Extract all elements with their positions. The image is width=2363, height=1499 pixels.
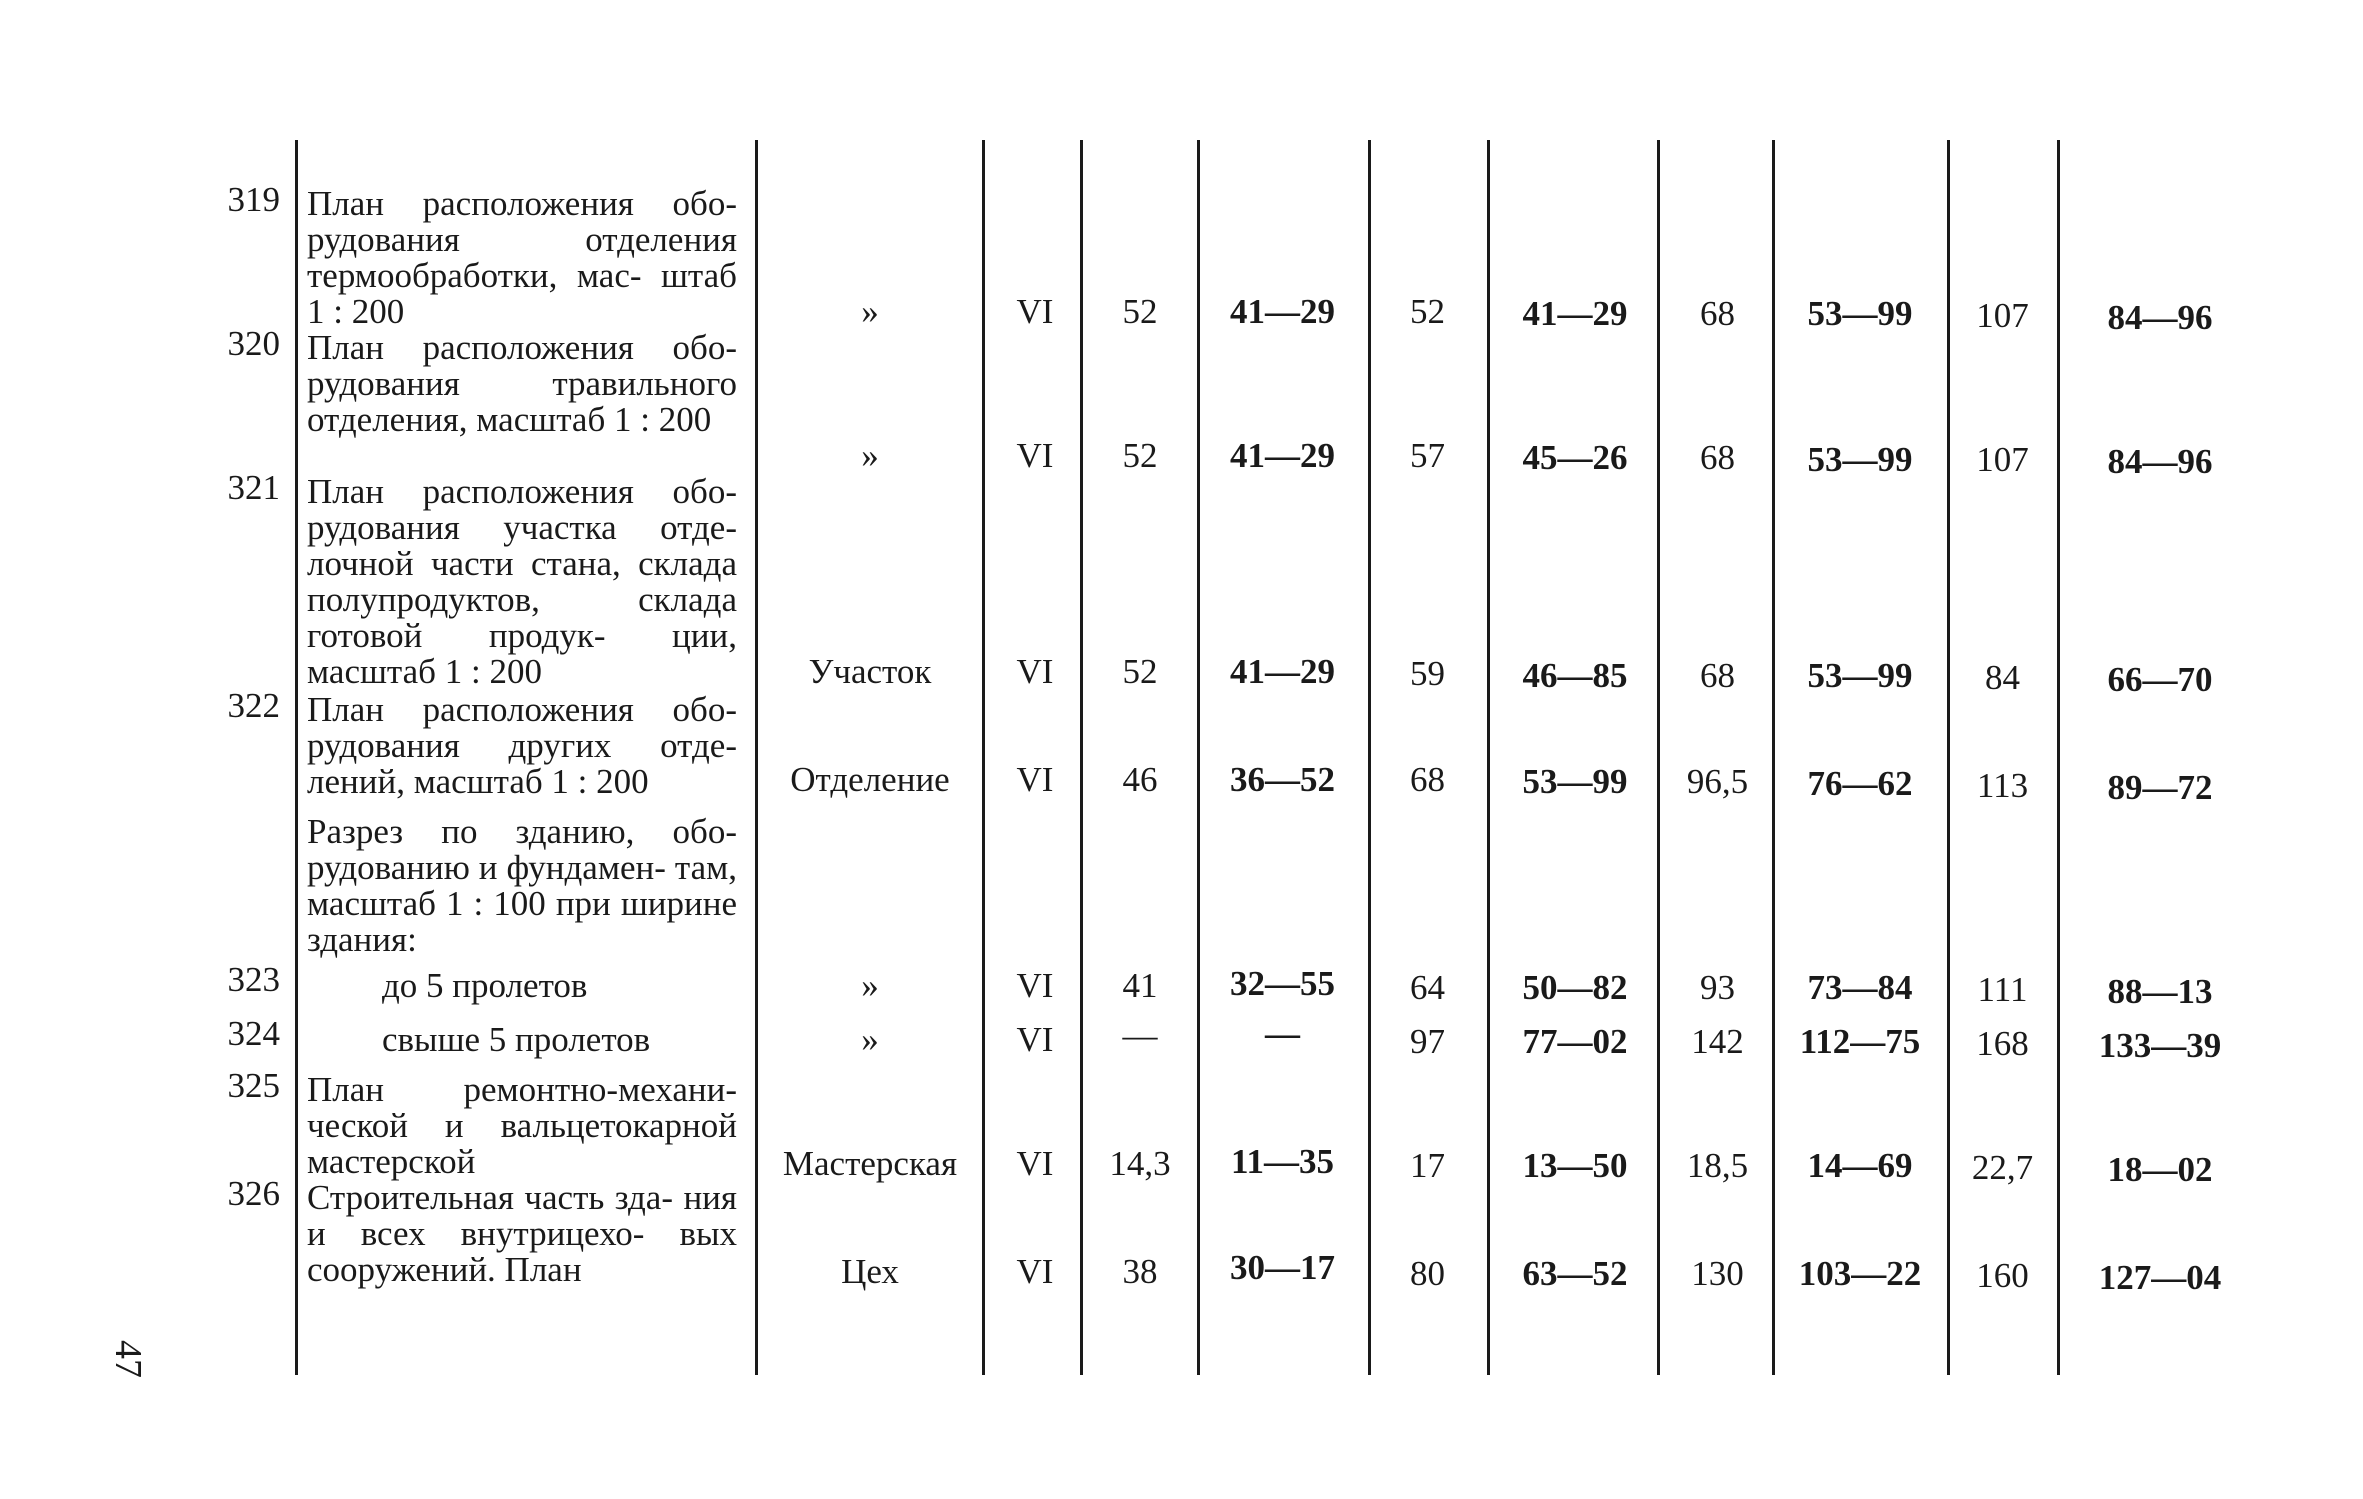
row-price: 36—52 xyxy=(1230,760,1335,799)
row-number: 319 xyxy=(227,180,280,219)
row-value: 93 xyxy=(1700,968,1735,1007)
row-price: 53—99 xyxy=(1807,294,1913,333)
row-category: VI xyxy=(1016,760,1054,799)
row-price: 53—99 xyxy=(1522,762,1628,801)
row-number: 322 xyxy=(227,686,280,725)
row-price: 32—55 xyxy=(1230,964,1335,1003)
row-value: 59 xyxy=(1410,654,1445,693)
row-number: 323 xyxy=(227,960,280,999)
row-price: 63—52 xyxy=(1522,1254,1628,1293)
row-price: 41—29 xyxy=(1522,294,1628,333)
row-value: 107 xyxy=(1976,296,2029,335)
row-price: 84—96 xyxy=(2107,442,2213,481)
row-value: — xyxy=(1122,1016,1158,1055)
row-price: 30—17 xyxy=(1230,1248,1335,1287)
row-number: 324 xyxy=(227,1014,280,1053)
row-value: 68 xyxy=(1410,760,1445,799)
row-value: 68 xyxy=(1700,438,1735,477)
row-description: План расположения обо- рудования травильного отделения, масштаб 1 : 200 xyxy=(307,328,737,439)
column-rule xyxy=(755,140,758,1375)
row-unit: Участок xyxy=(808,652,932,691)
row-value: 18,5 xyxy=(1686,1146,1749,1185)
row-description: свыше 5 пролетов xyxy=(382,1020,651,1059)
row-price: 73—84 xyxy=(1807,968,1913,1007)
row-value: 52 xyxy=(1410,292,1445,331)
row-value: 14,3 xyxy=(1109,1144,1171,1183)
row-price: 88—13 xyxy=(2107,972,2213,1011)
row-unit: » xyxy=(861,966,879,1005)
row-price: 53—99 xyxy=(1807,656,1913,695)
row-value: 113 xyxy=(1976,766,2029,805)
row-price: 103—22 xyxy=(1798,1254,1922,1293)
row-price: 18—02 xyxy=(2107,1150,2213,1189)
row-number: 326 xyxy=(227,1174,280,1213)
row-number: 325 xyxy=(227,1066,280,1105)
row-price: 13—50 xyxy=(1522,1146,1628,1185)
row-value: 168 xyxy=(1976,1024,2029,1063)
row-price: 133—39 xyxy=(2098,1026,2222,1065)
row-value: 41 xyxy=(1122,966,1158,1005)
row-value: 38 xyxy=(1122,1252,1158,1291)
row-value: 160 xyxy=(1976,1256,2029,1295)
row-value: 22,7 xyxy=(1971,1148,2034,1187)
row-value: 52 xyxy=(1122,436,1158,475)
row-unit: Цех xyxy=(841,1252,899,1291)
row-price: — xyxy=(1265,1014,1300,1053)
row-category: VI xyxy=(1016,1252,1054,1291)
row-price: 112—75 xyxy=(1799,1022,1921,1061)
row-description: План расположения обо- рудования отделения термообработки, мас- штаб 1 : 200 xyxy=(307,184,737,331)
row-unit: Отделение xyxy=(790,760,950,799)
row-number: 321 xyxy=(227,468,280,507)
row-value: 68 xyxy=(1700,656,1735,695)
row-description: План расположения обо- рудования других отде- лений, масштаб 1 : 200 xyxy=(307,690,737,801)
column-rule xyxy=(295,140,298,1375)
row-value: 52 xyxy=(1122,292,1158,331)
row-category: VI xyxy=(1016,292,1054,331)
row-value: 68 xyxy=(1700,294,1735,333)
row-description: План ремонтно-механи- ческой и вальцетокарной мастерской xyxy=(307,1070,737,1181)
row-value: 96,5 xyxy=(1686,762,1749,801)
row-price: 11—35 xyxy=(1230,1142,1335,1181)
row-price: 41—29 xyxy=(1230,652,1335,691)
row-price: 77—02 xyxy=(1522,1022,1628,1061)
row-category: VI xyxy=(1016,436,1054,475)
row-value: 46 xyxy=(1122,760,1158,799)
row-price: 41—29 xyxy=(1230,436,1335,475)
row-value: 80 xyxy=(1410,1254,1445,1293)
row-price: 41—29 xyxy=(1230,292,1335,331)
row-unit: Мастерская xyxy=(782,1144,958,1183)
row-description: до 5 пролетов xyxy=(382,966,588,1005)
row-description: План расположения обо- рудования участка отде- лочной части стана, склада полупродуктов, склада готовой продук- ции, масштаб 1 : 200 xyxy=(307,472,737,691)
row-value: 142 xyxy=(1691,1022,1744,1061)
row-price: 14—69 xyxy=(1807,1146,1913,1185)
row-category: VI xyxy=(1016,1020,1054,1059)
row-value: 97 xyxy=(1410,1022,1445,1061)
row-price: 50—82 xyxy=(1522,968,1628,1007)
section-heading: Разрез по зданию, обо- рудованию и фундамен- там, масштаб 1 : 100 при ширине здания: xyxy=(307,812,737,959)
row-price: 76—62 xyxy=(1807,764,1913,803)
row-price: 66—70 xyxy=(2107,660,2213,699)
row-unit: » xyxy=(861,436,879,475)
row-value: 64 xyxy=(1410,968,1445,1007)
row-category: VI xyxy=(1016,966,1054,1005)
row-value: 57 xyxy=(1410,436,1445,475)
row-value: 111 xyxy=(1977,970,2028,1009)
row-category: VI xyxy=(1016,652,1054,691)
row-price: 84—96 xyxy=(2107,298,2213,337)
row-price: 53—99 xyxy=(1807,440,1913,479)
row-description: Строительная часть зда- ния и всех внутрицехо- вых сооружений. План xyxy=(307,1178,737,1289)
row-unit: » xyxy=(861,292,879,331)
row-value: 84 xyxy=(1985,658,2020,697)
row-value: 17 xyxy=(1410,1146,1445,1185)
row-category: VI xyxy=(1016,1144,1054,1183)
page-number: 47 xyxy=(107,1340,149,1378)
row-unit: » xyxy=(861,1020,879,1059)
row-price: 127—04 xyxy=(2098,1258,2222,1297)
row-value: 130 xyxy=(1691,1254,1744,1293)
row-price: 46—85 xyxy=(1522,656,1628,695)
row-price: 45—26 xyxy=(1522,438,1628,477)
row-value: 107 xyxy=(1976,440,2029,479)
row-price: 89—72 xyxy=(2107,768,2213,807)
row-value: 52 xyxy=(1122,652,1158,691)
row-number: 320 xyxy=(227,324,280,363)
